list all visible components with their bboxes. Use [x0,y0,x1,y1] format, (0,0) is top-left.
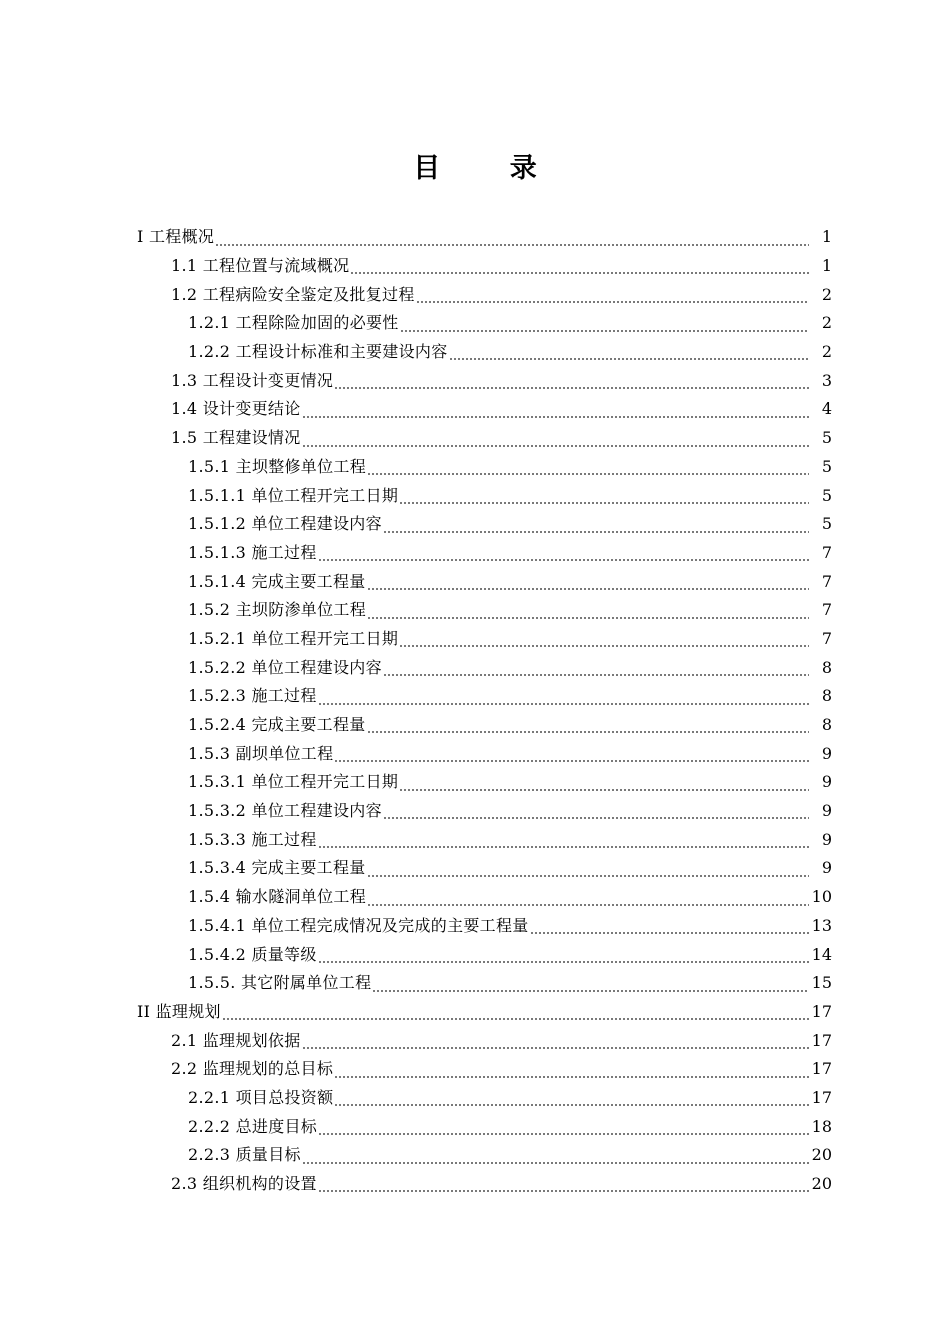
toc-entry-label: 1.5.3.4 完成主要工程量 [188,858,366,878]
dot-leader [367,864,809,878]
dot-leader [222,1007,809,1021]
toc-entry-label: 2.3 组织机构的设置 [171,1174,317,1194]
dot-leader [367,577,809,591]
toc-entry-label: 1.5.3.1 单位工程开完工日期 [188,772,399,792]
toc-entry[interactable] [0,596,950,625]
toc-entry-page-number: 7 [821,628,832,648]
toc-entry-label: II 监理规划 [137,1001,221,1021]
toc-entry[interactable] [0,1141,950,1170]
toc-entry[interactable] [0,223,950,252]
dot-leader [383,806,809,820]
toc-entry-page-number: 20 [811,1174,832,1194]
dot-leader [383,663,809,677]
toc-entry-label: 2.1 监理规划依据 [171,1030,301,1050]
toc-entry[interactable] [0,481,950,510]
toc-entry-page-number: 14 [811,944,832,964]
toc-entry-label: 1.5.2.2 单位工程建设内容 [188,657,382,677]
toc-entry[interactable] [0,653,950,682]
toc-entry[interactable] [0,825,950,854]
toc-entry-page-number: 9 [821,801,832,821]
toc-entry[interactable] [0,883,950,912]
toc-entry-label: 1.5.5. 其它附属单位工程 [188,973,372,993]
toc-entry-label: 1.5.4.1 单位工程完成情况及完成的主要工程量 [188,915,529,935]
dot-leader [215,233,809,247]
toc-entry-label: 1.5.1 主坝整修单位工程 [188,456,366,476]
toc-entry[interactable] [0,280,950,309]
toc-entry-page-number: 17 [811,1030,832,1050]
toc-entry-page-number: 9 [821,858,832,878]
toc-entry-label: 1.5.3.2 单位工程建设内容 [188,801,382,821]
dot-leader [302,434,809,448]
toc-entry-page-number: 13 [811,915,832,935]
toc-entry-label: 2.2 监理规划的总目标 [171,1059,334,1079]
toc-entry-page-number: 4 [821,399,832,419]
toc-entry-page-number: 2 [821,342,832,362]
toc-entry-page-number: 15 [811,973,832,993]
toc-entry[interactable] [0,682,950,711]
toc-entry-label: 1.5.1.2 单位工程建设内容 [188,514,382,534]
toc-entry-page-number: 17 [811,1001,832,1021]
toc-entry-page-number: 3 [821,370,832,390]
dot-leader [367,462,809,476]
toc-entry[interactable] [0,1170,950,1199]
dot-leader [318,1122,809,1136]
toc-entry[interactable] [0,854,950,883]
toc-entry[interactable] [0,711,950,740]
toc-entry-page-number: 5 [821,514,832,534]
toc-entry-label: 1.5.2.3 施工过程 [188,686,317,706]
toc-entry-label: 1.5.1.4 完成主要工程量 [188,571,366,591]
dot-leader [399,634,809,648]
dot-leader [399,491,809,505]
toc-entry[interactable] [0,797,950,826]
toc-entry-page-number: 18 [811,1116,832,1136]
toc-entry-page-number: 7 [821,571,832,591]
dot-leader [318,950,809,964]
dot-leader [334,1093,809,1107]
toc-entry[interactable] [0,453,950,482]
dot-leader [367,720,809,734]
dot-leader [334,1065,809,1079]
toc-entry-label: 1.5.4 输水隧洞单位工程 [188,887,366,907]
toc-entry-page-number: 7 [821,600,832,620]
dot-leader [318,1179,809,1193]
toc-entry[interactable] [0,1026,950,1055]
toc-entry-label: 1.5.3.3 施工过程 [188,829,317,849]
dot-leader [449,347,810,361]
dot-leader [302,1036,809,1050]
toc-entry-page-number: 8 [821,657,832,677]
toc-entry-label: 1.3 工程设计变更情况 [171,370,334,390]
toc-entry[interactable] [0,1055,950,1084]
dot-leader [383,520,809,534]
dot-leader [350,261,809,275]
toc-entry-label: 1.2.1 工程除险加固的必要性 [188,313,399,333]
dot-leader [400,319,809,333]
dot-leader [302,1151,809,1165]
toc-entry-page-number: 2 [821,313,832,333]
toc-entry-page-number: 1 [821,256,832,276]
toc-entry-page-number: 1 [821,227,832,247]
toc-entry[interactable] [0,338,950,367]
toc-entry-label: 1.5.1.3 施工过程 [188,542,317,562]
toc-entry[interactable] [0,768,950,797]
toc-entry-page-number: 5 [821,485,832,505]
toc-entry-label: 1.5.4.2 质量等级 [188,944,317,964]
toc-entry-page-number: 17 [811,1059,832,1079]
toc-entry-page-number: 5 [821,456,832,476]
toc-entry[interactable] [0,625,950,654]
toc-entry-page-number: 9 [821,829,832,849]
toc-entry-page-number: 10 [811,887,832,907]
toc-entry-label: 1.1 工程位置与流域概况 [171,256,350,276]
toc-entry-page-number: 17 [811,1087,832,1107]
dot-leader [334,749,809,763]
dot-leader [399,778,809,792]
toc-entry-label: 2.2.2 总进度目标 [188,1116,318,1136]
toc-entry[interactable] [0,539,950,568]
toc-title: 目 录 [413,153,567,184]
toc-entry[interactable] [0,1112,950,1141]
dot-leader [372,979,809,993]
toc-entry[interactable] [0,739,950,768]
table-of-contents [0,223,950,1198]
toc-entry-label: 1.5.2.4 完成主要工程量 [188,715,366,735]
toc-entry-label: 1.5.2 主坝防渗单位工程 [188,600,366,620]
dot-leader [302,405,809,419]
dot-leader [530,921,809,935]
toc-entry[interactable] [0,510,950,539]
toc-entry-page-number: 9 [821,772,832,792]
toc-entry[interactable] [0,395,950,424]
toc-entry-label: 1.5.3 副坝单位工程 [188,743,334,763]
toc-entry-label: 1.4 设计变更结论 [171,399,301,419]
dot-leader [416,290,809,304]
toc-entry-label: I 工程概况 [137,227,215,247]
toc-entry-page-number: 9 [821,743,832,763]
toc-entry[interactable] [0,366,950,395]
toc-entry[interactable] [0,1084,950,1113]
toc-entry-page-number: 5 [821,428,832,448]
toc-entry-page-number: 2 [821,284,832,304]
toc-entry-label: 1.2 工程病险安全鉴定及批复过程 [171,284,415,304]
toc-entry[interactable] [0,912,950,941]
toc-entry[interactable] [0,969,950,998]
toc-entry-label: 1.5.2.1 单位工程开完工日期 [188,628,399,648]
dot-leader [318,835,809,849]
toc-entry-page-number: 20 [811,1145,832,1165]
toc-entry-page-number: 7 [821,542,832,562]
toc-entry[interactable] [0,252,950,281]
toc-entry-page-number: 8 [821,715,832,735]
toc-entry[interactable] [0,309,950,338]
toc-entry-label: 2.2.1 项目总投资额 [188,1087,334,1107]
toc-entry[interactable] [0,567,950,596]
dot-leader [367,893,809,907]
toc-entry-label: 1.5 工程建设情况 [171,428,301,448]
toc-entry[interactable] [0,424,950,453]
toc-entry-label: 1.5.1.1 单位工程开完工日期 [188,485,399,505]
toc-entry-label: 2.2.3 质量目标 [188,1145,301,1165]
dot-leader [318,692,809,706]
dot-leader [318,548,809,562]
toc-entry-page-number: 8 [821,686,832,706]
toc-entry[interactable] [0,998,950,1027]
dot-leader [334,376,809,390]
toc-entry[interactable] [0,940,950,969]
toc-entry-label: 1.2.2 工程设计标准和主要建设内容 [188,342,448,362]
dot-leader [367,606,809,620]
